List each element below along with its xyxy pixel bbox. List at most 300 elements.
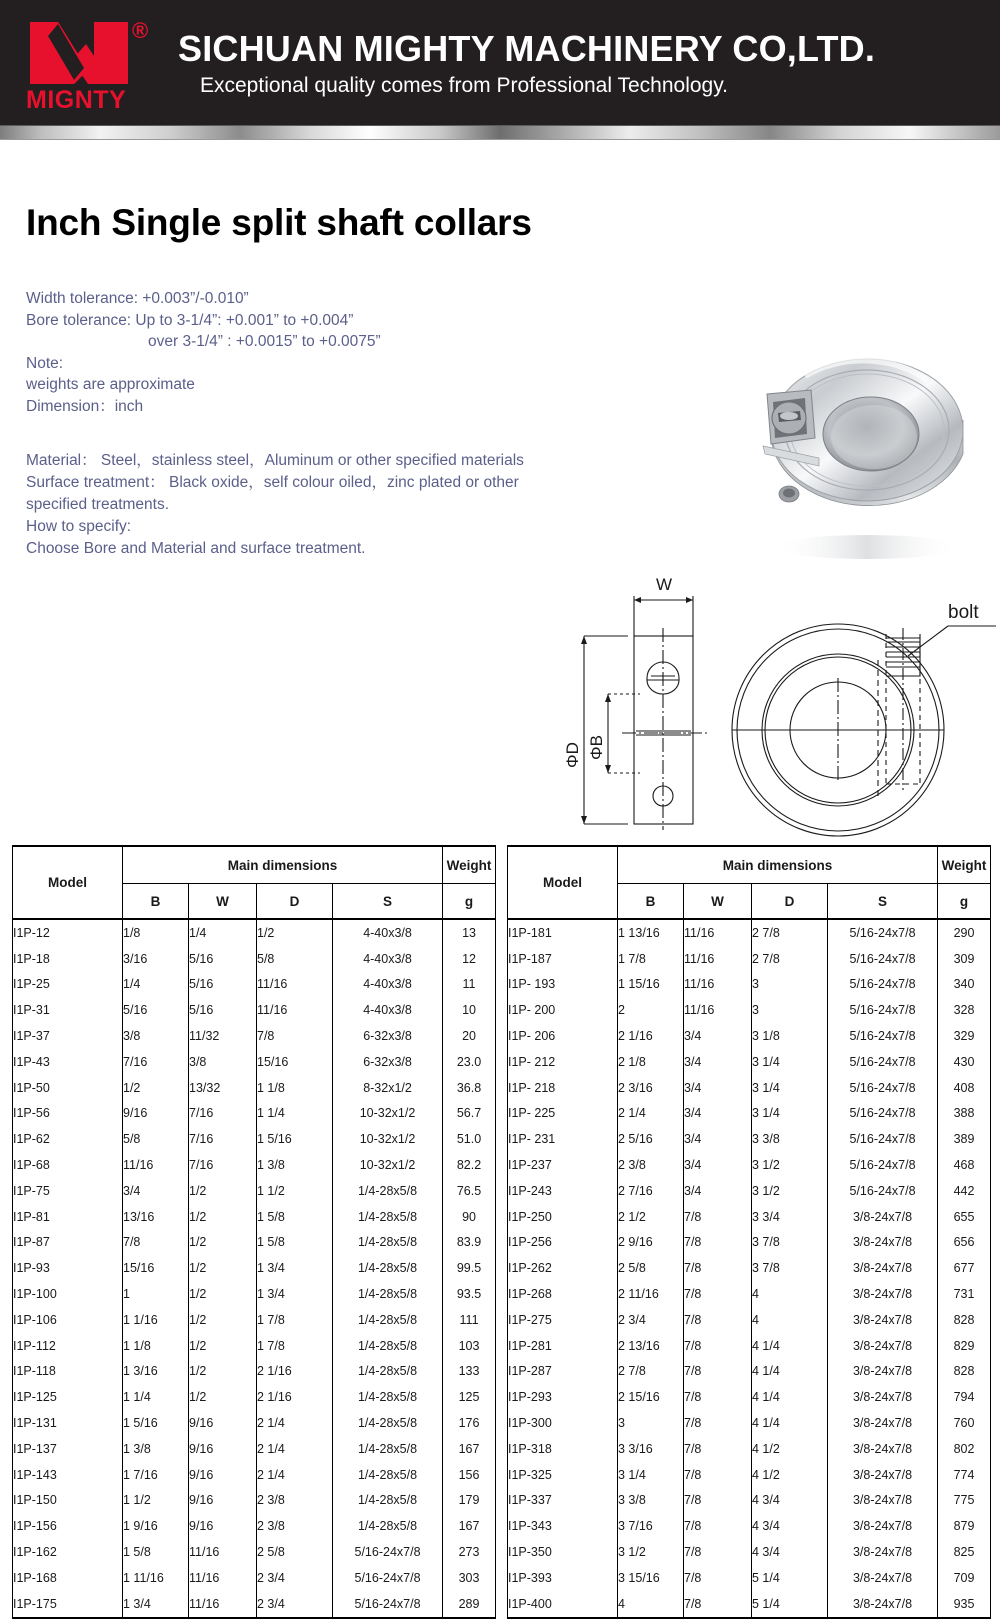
- cell-s: 5/16-24x7/8: [828, 919, 938, 946]
- cell-g: 167: [443, 1513, 496, 1539]
- cell-model: I1P-68: [13, 1152, 123, 1178]
- cell-b: 11/16: [123, 1152, 189, 1178]
- right-table-wrapper: [507, 845, 990, 1619]
- cell-w: 9/16: [189, 1410, 257, 1436]
- table-row: [508, 1359, 991, 1385]
- cell-g: 709: [938, 1565, 991, 1591]
- cell-b: 2 9/16: [618, 1230, 684, 1256]
- cell-model: I1P-400: [508, 1591, 618, 1618]
- table-row: [508, 1513, 991, 1539]
- cell-w: 7/8: [684, 1384, 752, 1410]
- cell-d: 1 1/8: [257, 1075, 333, 1101]
- cell-model: I1P-25: [13, 972, 123, 998]
- cell-s: 3/8-24x7/8: [828, 1384, 938, 1410]
- table-row: [508, 1410, 991, 1436]
- cell-d: 1/2: [257, 919, 333, 946]
- table-row: [508, 1075, 991, 1101]
- cell-d: 2 1/16: [257, 1359, 333, 1385]
- table-row: [13, 1178, 496, 1204]
- table-row: [13, 1255, 496, 1281]
- cell-model: I1P-300: [508, 1410, 618, 1436]
- cell-d: 2 1/4: [257, 1436, 333, 1462]
- cell-b: 3/16: [123, 946, 189, 972]
- cell-g: 802: [938, 1436, 991, 1462]
- cell-w: 7/8: [684, 1204, 752, 1230]
- cell-w: 7/16: [189, 1152, 257, 1178]
- cell-g: 103: [443, 1333, 496, 1359]
- cell-s: 10-32x1/2: [333, 1101, 443, 1127]
- cell-model: I1P-125: [13, 1384, 123, 1410]
- cell-s: 5/16-24x7/8: [333, 1565, 443, 1591]
- col-header-main-dimensions: Main dimensions: [618, 846, 938, 884]
- cell-d: 11/16: [257, 972, 333, 998]
- cell-s: 5/16-24x7/8: [333, 1591, 443, 1618]
- table-row: [508, 1307, 991, 1333]
- cell-g: 677: [938, 1255, 991, 1281]
- note-dimension: Dimension：inch: [26, 397, 144, 415]
- cell-model: I1P-281: [508, 1333, 618, 1359]
- cell-s: 10-32x1/2: [333, 1126, 443, 1152]
- cell-g: 655: [938, 1204, 991, 1230]
- cell-s: 1/4-28x5/8: [333, 1513, 443, 1539]
- table-row: [13, 1049, 496, 1075]
- cell-d: 2 3/4: [257, 1591, 333, 1618]
- cell-g: 303: [443, 1565, 496, 1591]
- cell-s: 1/4-28x5/8: [333, 1436, 443, 1462]
- cell-s: 4-40x3/8: [333, 946, 443, 972]
- cell-d: 3 7/8: [752, 1255, 828, 1281]
- cell-g: 828: [938, 1359, 991, 1385]
- table-row: [13, 946, 496, 972]
- cell-model: I1P-75: [13, 1178, 123, 1204]
- cell-g: 13: [443, 919, 496, 946]
- left-table-wrapper: [12, 845, 495, 1619]
- cell-w: 13/32: [189, 1075, 257, 1101]
- logo-wordmark: MIGNTY: [26, 86, 127, 114]
- cell-d: 4 1/4: [752, 1410, 828, 1436]
- table-row: [13, 972, 496, 998]
- col-header-w: W: [684, 884, 752, 920]
- cell-b: 3 3/16: [618, 1436, 684, 1462]
- cell-d: 4: [752, 1307, 828, 1333]
- cell-g: 23.0: [443, 1049, 496, 1075]
- cell-w: 7/8: [684, 1513, 752, 1539]
- cell-g: 10: [443, 997, 496, 1023]
- table-row: [13, 1333, 496, 1359]
- col-header-weight: Weight: [443, 846, 496, 884]
- cell-b: 2 13/16: [618, 1333, 684, 1359]
- cell-b: 2: [618, 997, 684, 1023]
- table-row: [13, 1230, 496, 1256]
- cell-b: 1 1/16: [123, 1307, 189, 1333]
- table-row: [508, 1255, 991, 1281]
- cell-w: 1/2: [189, 1359, 257, 1385]
- col-header-model: Model: [508, 846, 618, 919]
- cell-s: 1/4-28x5/8: [333, 1384, 443, 1410]
- company-logo: [10, 12, 160, 122]
- cell-b: 1 9/16: [123, 1513, 189, 1539]
- material-line: Material： Steel，stainless steel，Aluminum or other specified materials: [26, 452, 524, 469]
- cell-model: I1P-12: [13, 919, 123, 946]
- cell-model: I1P-268: [508, 1281, 618, 1307]
- col-header-g: g: [443, 884, 496, 920]
- cell-s: 3/8-24x7/8: [828, 1307, 938, 1333]
- cell-s: 5/16-24x7/8: [828, 1152, 938, 1178]
- cell-model: I1P- 225: [508, 1101, 618, 1127]
- cell-w: 11/16: [189, 1591, 257, 1618]
- col-header-b: B: [618, 884, 684, 920]
- cell-g: 328: [938, 997, 991, 1023]
- cell-w: 3/4: [684, 1049, 752, 1075]
- cell-g: 289: [443, 1591, 496, 1618]
- cell-w: 7/8: [684, 1436, 752, 1462]
- cell-d: 4 1/2: [752, 1462, 828, 1488]
- cell-d: 1 5/8: [257, 1230, 333, 1256]
- table-row: [508, 1281, 991, 1307]
- table-row: [508, 1565, 991, 1591]
- cell-s: 3/8-24x7/8: [828, 1488, 938, 1514]
- cell-model: I1P-393: [508, 1565, 618, 1591]
- cell-g: 656: [938, 1230, 991, 1256]
- cell-b: 2 7/8: [618, 1359, 684, 1385]
- cell-w: 3/4: [684, 1023, 752, 1049]
- cell-g: 125: [443, 1384, 496, 1410]
- cell-s: 5/16-24x7/8: [828, 1178, 938, 1204]
- cell-d: 1 3/8: [257, 1152, 333, 1178]
- cell-model: I1P- 193: [508, 972, 618, 998]
- cell-s: 5/16-24x7/8: [828, 972, 938, 998]
- table-row: [13, 1513, 496, 1539]
- cell-model: I1P- 218: [508, 1075, 618, 1101]
- cell-d: 1 3/4: [257, 1255, 333, 1281]
- cell-d: 4 1/4: [752, 1384, 828, 1410]
- cell-s: 6-32x3/8: [333, 1049, 443, 1075]
- cell-b: 3 1/2: [618, 1539, 684, 1565]
- cell-model: I1P-162: [13, 1539, 123, 1565]
- cell-s: 4-40x3/8: [333, 972, 443, 998]
- cell-model: I1P-31: [13, 997, 123, 1023]
- cell-g: 389: [938, 1126, 991, 1152]
- cell-w: 7/8: [684, 1565, 752, 1591]
- cell-d: 7/8: [257, 1023, 333, 1049]
- col-header-model: Model: [13, 846, 123, 919]
- cell-g: 176: [443, 1410, 496, 1436]
- cell-g: 468: [938, 1152, 991, 1178]
- cell-d: 4 1/4: [752, 1333, 828, 1359]
- cell-b: 2 5/8: [618, 1255, 684, 1281]
- cell-w: 3/4: [684, 1178, 752, 1204]
- cell-model: I1P-118: [13, 1359, 123, 1385]
- cell-g: 442: [938, 1178, 991, 1204]
- table-row: [13, 1152, 496, 1178]
- cell-b: 7/16: [123, 1049, 189, 1075]
- cell-s: 3/8-24x7/8: [828, 1410, 938, 1436]
- cell-b: 1 5/16: [123, 1410, 189, 1436]
- cell-s: 3/8-24x7/8: [828, 1333, 938, 1359]
- cell-d: 1 5/16: [257, 1126, 333, 1152]
- cell-s: 5/16-24x7/8: [828, 997, 938, 1023]
- cell-d: 2 3/8: [257, 1488, 333, 1514]
- cell-s: 5/16-24x7/8: [828, 1075, 938, 1101]
- cell-model: I1P-337: [508, 1488, 618, 1514]
- cell-d: 4 3/4: [752, 1488, 828, 1514]
- cell-b: 2 1/4: [618, 1101, 684, 1127]
- table-row: [13, 1565, 496, 1591]
- cell-g: 775: [938, 1488, 991, 1514]
- cell-s: 3/8-24x7/8: [828, 1204, 938, 1230]
- cell-w: 5/16: [189, 972, 257, 998]
- cell-model: I1P-81: [13, 1204, 123, 1230]
- cell-s: 1/4-28x5/8: [333, 1178, 443, 1204]
- cell-s: 3/8-24x7/8: [828, 1281, 938, 1307]
- cell-g: 82.2: [443, 1152, 496, 1178]
- table-row: [508, 972, 991, 998]
- cell-d: 3: [752, 997, 828, 1023]
- cell-b: 2 7/16: [618, 1178, 684, 1204]
- cell-g: 774: [938, 1462, 991, 1488]
- cell-g: 20: [443, 1023, 496, 1049]
- cell-g: 388: [938, 1101, 991, 1127]
- table-row: [508, 997, 991, 1023]
- cell-w: 1/2: [189, 1307, 257, 1333]
- cell-b: 5/8: [123, 1126, 189, 1152]
- cell-d: 2 3/4: [257, 1565, 333, 1591]
- cell-b: 3 3/8: [618, 1488, 684, 1514]
- cell-d: 4 1/4: [752, 1359, 828, 1385]
- table-row: [508, 1333, 991, 1359]
- cell-w: 1/4: [189, 919, 257, 946]
- table-row: [508, 1204, 991, 1230]
- cell-w: 1/2: [189, 1204, 257, 1230]
- cell-b: 3: [618, 1410, 684, 1436]
- cell-g: 90: [443, 1204, 496, 1230]
- cell-b: 1/4: [123, 972, 189, 998]
- table-row: [508, 1488, 991, 1514]
- table-row: [508, 1436, 991, 1462]
- cell-b: 1 1/4: [123, 1384, 189, 1410]
- table-row: [13, 1281, 496, 1307]
- table-row: [13, 1591, 496, 1618]
- cell-d: 3 3/8: [752, 1126, 828, 1152]
- cell-model: I1P-187: [508, 946, 618, 972]
- cell-model: I1P-50: [13, 1075, 123, 1101]
- cell-d: 3: [752, 972, 828, 998]
- cell-s: 3/8-24x7/8: [828, 1539, 938, 1565]
- cell-b: 13/16: [123, 1204, 189, 1230]
- cell-w: 1/2: [189, 1281, 257, 1307]
- cell-b: 2 15/16: [618, 1384, 684, 1410]
- cell-w: 7/16: [189, 1126, 257, 1152]
- cell-b: 2 3/16: [618, 1075, 684, 1101]
- page-title: Inch Single split shaft collars: [26, 202, 532, 243]
- specification-tables: [12, 845, 990, 1619]
- table-row: [13, 1384, 496, 1410]
- cell-model: I1P-175: [13, 1591, 123, 1618]
- cell-w: 1/2: [189, 1255, 257, 1281]
- cell-w: 7/8: [684, 1488, 752, 1514]
- cell-model: I1P- 212: [508, 1049, 618, 1075]
- cell-s: 1/4-28x5/8: [333, 1359, 443, 1385]
- cell-model: I1P-275: [508, 1307, 618, 1333]
- table-row: [13, 1462, 496, 1488]
- cell-w: 7/16: [189, 1101, 257, 1127]
- cell-model: I1P- 200: [508, 997, 618, 1023]
- cell-model: I1P-293: [508, 1384, 618, 1410]
- cell-d: 3 1/4: [752, 1075, 828, 1101]
- cell-model: I1P-150: [13, 1488, 123, 1514]
- cell-d: 3 1/2: [752, 1152, 828, 1178]
- cell-model: I1P-100: [13, 1281, 123, 1307]
- cell-w: 1/2: [189, 1333, 257, 1359]
- cell-s: 1/4-28x5/8: [333, 1230, 443, 1256]
- cell-w: 5/16: [189, 946, 257, 972]
- cell-w: 9/16: [189, 1513, 257, 1539]
- cell-d: 1 1/4: [257, 1101, 333, 1127]
- cell-g: 12: [443, 946, 496, 972]
- cell-g: 935: [938, 1591, 991, 1618]
- cell-model: I1P-156: [13, 1513, 123, 1539]
- cell-b: 1 5/8: [123, 1539, 189, 1565]
- cell-s: 6-32x3/8: [333, 1023, 443, 1049]
- col-header-weight: Weight: [938, 846, 991, 884]
- cell-b: 1/8: [123, 919, 189, 946]
- cell-b: 5/16: [123, 997, 189, 1023]
- table-row: [508, 1539, 991, 1565]
- cell-g: 36.8: [443, 1075, 496, 1101]
- cell-g: 133: [443, 1359, 496, 1385]
- cell-g: 273: [443, 1539, 496, 1565]
- cell-s: 1/4-28x5/8: [333, 1281, 443, 1307]
- page-header: [0, 0, 1000, 140]
- cell-g: 879: [938, 1513, 991, 1539]
- col-header-w: W: [189, 884, 257, 920]
- cell-s: 8-32x1/2: [333, 1075, 443, 1101]
- cell-w: 3/4: [684, 1101, 752, 1127]
- cell-w: 11/16: [189, 1539, 257, 1565]
- cell-model: I1P-262: [508, 1255, 618, 1281]
- bore-tolerance-line-2: over 3-1/4” : +0.0015” to +0.0075”: [148, 333, 381, 350]
- cell-w: 7/8: [684, 1255, 752, 1281]
- cell-model: I1P-112: [13, 1333, 123, 1359]
- cell-b: 1 13/16: [618, 919, 684, 946]
- cell-g: 829: [938, 1333, 991, 1359]
- cell-b: 2 1/16: [618, 1023, 684, 1049]
- cell-g: 56.7: [443, 1101, 496, 1127]
- cell-s: 3/8-24x7/8: [828, 1513, 938, 1539]
- cell-model: I1P-37: [13, 1023, 123, 1049]
- cell-w: 7/8: [684, 1281, 752, 1307]
- table-row: [13, 1359, 496, 1385]
- cell-w: 1/2: [189, 1230, 257, 1256]
- cell-b: 3/8: [123, 1023, 189, 1049]
- cell-b: 2 3/8: [618, 1152, 684, 1178]
- cell-g: 794: [938, 1384, 991, 1410]
- cell-b: 1/2: [123, 1075, 189, 1101]
- cell-w: 11/16: [189, 1565, 257, 1591]
- cell-s: 5/16-24x7/8: [828, 1101, 938, 1127]
- cell-model: I1P-350: [508, 1539, 618, 1565]
- company-slogan: Exceptional quality comes from Professional Technology.: [200, 74, 728, 97]
- cell-b: 3 7/16: [618, 1513, 684, 1539]
- cell-d: 3 1/4: [752, 1101, 828, 1127]
- cell-w: 9/16: [189, 1488, 257, 1514]
- table-row: [508, 1384, 991, 1410]
- cell-s: 4-40x3/8: [333, 997, 443, 1023]
- cell-g: 179: [443, 1488, 496, 1514]
- cell-w: 9/16: [189, 1436, 257, 1462]
- cell-s: 5/16-24x7/8: [828, 1023, 938, 1049]
- cell-g: 51.0: [443, 1126, 496, 1152]
- cell-d: 1 5/8: [257, 1204, 333, 1230]
- dimension-label-w: W: [656, 575, 673, 594]
- cell-w: 3/8: [189, 1049, 257, 1075]
- spec-table-right: [507, 845, 991, 1619]
- table-row: [13, 1023, 496, 1049]
- cell-s: 1/4-28x5/8: [333, 1488, 443, 1514]
- col-header-s: S: [828, 884, 938, 920]
- table-row: [508, 1230, 991, 1256]
- how-to-specify-label: How to specify:: [26, 518, 132, 535]
- table-row: [13, 1436, 496, 1462]
- cell-g: 11: [443, 972, 496, 998]
- cell-model: I1P-87: [13, 1230, 123, 1256]
- cell-d: 2 7/8: [752, 919, 828, 946]
- cell-w: 7/8: [684, 1359, 752, 1385]
- cell-s: 4-40x3/8: [333, 919, 443, 946]
- cell-b: 1: [123, 1281, 189, 1307]
- table-row: [508, 919, 991, 946]
- cell-s: 3/8-24x7/8: [828, 1230, 938, 1256]
- table-row: [13, 1075, 496, 1101]
- cell-d: 2 3/8: [257, 1513, 333, 1539]
- cell-g: 825: [938, 1539, 991, 1565]
- cell-g: 156: [443, 1462, 496, 1488]
- cell-d: 5 1/4: [752, 1591, 828, 1618]
- cell-w: 7/8: [684, 1462, 752, 1488]
- material-spec-block: [26, 450, 526, 560]
- cell-w: 7/8: [684, 1230, 752, 1256]
- cell-d: 4: [752, 1281, 828, 1307]
- cell-g: 99.5: [443, 1255, 496, 1281]
- note-label: Note:: [26, 354, 64, 372]
- cell-b: 1 11/16: [123, 1565, 189, 1591]
- table-head-right: [508, 846, 991, 919]
- company-name: SICHUAN MIGHTY MACHINERY CO,LTD.: [178, 28, 876, 69]
- note-weights: weights are approximate: [26, 376, 195, 393]
- cell-s: 1/4-28x5/8: [333, 1307, 443, 1333]
- cell-b: 3 1/4: [618, 1462, 684, 1488]
- cell-w: 3/4: [684, 1075, 752, 1101]
- cell-model: I1P-18: [13, 946, 123, 972]
- cell-g: 111: [443, 1307, 496, 1333]
- cell-b: 9/16: [123, 1101, 189, 1127]
- cell-model: I1P-143: [13, 1462, 123, 1488]
- table-body-right: [508, 919, 991, 1618]
- cell-d: 5 1/4: [752, 1565, 828, 1591]
- cell-b: 3/4: [123, 1178, 189, 1204]
- cell-w: 11/16: [684, 919, 752, 946]
- table-row: [508, 946, 991, 972]
- cell-b: 7/8: [123, 1230, 189, 1256]
- cell-model: I1P-106: [13, 1307, 123, 1333]
- cell-s: 3/8-24x7/8: [828, 1462, 938, 1488]
- cell-s: 5/16-24x7/8: [828, 1049, 938, 1075]
- cell-b: 2 3/4: [618, 1307, 684, 1333]
- spec-table-left: [12, 845, 496, 1619]
- cell-w: 7/8: [684, 1539, 752, 1565]
- cell-w: 11/16: [684, 997, 752, 1023]
- header-metal-divider: [0, 125, 1000, 140]
